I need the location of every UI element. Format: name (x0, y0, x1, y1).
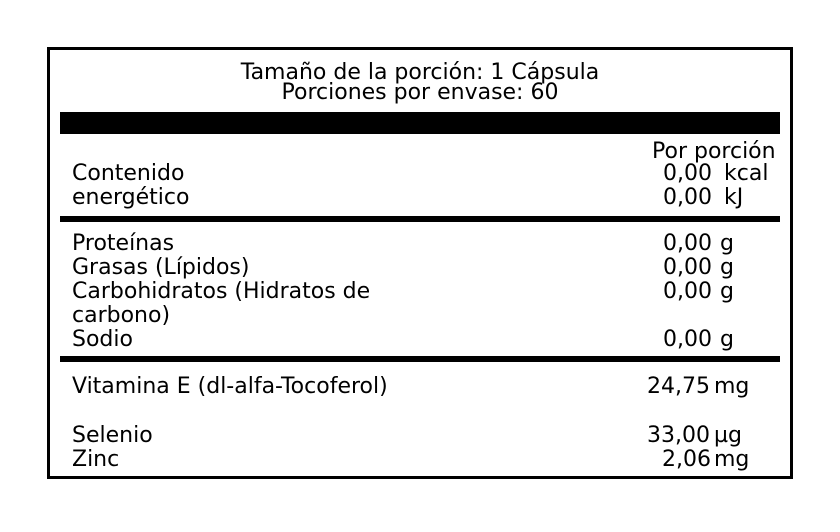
energy-kcal-value: 0,00 (663, 161, 712, 186)
micro-value: 2,06 (662, 447, 711, 472)
macro-value: 0,00 (663, 327, 712, 352)
energy-label-line1: Contenido (72, 161, 185, 186)
micro-unit: mg (714, 447, 750, 472)
micro-label: Zinc (72, 447, 120, 472)
macro-label: Sodio (72, 327, 133, 352)
per-serving-header: Por porción (652, 139, 776, 164)
micro-unit: µg (714, 423, 742, 448)
macro-unit: g (720, 231, 734, 256)
macro-label: Proteínas (72, 231, 175, 256)
micro-label: Selenio (72, 423, 153, 448)
energy-kj-unit: kJ (724, 185, 744, 210)
micro-value: 24,75 (647, 374, 710, 399)
micro-value: 33,00 (647, 423, 710, 448)
section-divider-1 (60, 216, 780, 222)
macro-label: Grasas (Lípidos) (72, 255, 250, 280)
macro-value: 0,00 (663, 255, 712, 280)
servings-per-container: Porciones por envase: 60 (281, 80, 559, 105)
micro-label: Vitamina E (dl-alfa-Tocoferol) (72, 374, 388, 399)
macro-label: Carbohidratos (Hidratos de (72, 279, 371, 304)
macro-unit: g (720, 255, 734, 280)
header-bar (60, 112, 780, 134)
macro-unit: g (720, 327, 734, 352)
macro-unit: g (720, 279, 734, 304)
macro-value: 0,00 (663, 231, 712, 256)
section-divider-2 (60, 356, 780, 362)
energy-kj-value: 0,00 (663, 185, 712, 210)
macro-value: 0,00 (663, 279, 712, 304)
macro-label-continued: carbono) (72, 303, 171, 328)
nutrition-facts-panel (47, 47, 793, 479)
energy-kcal-unit: kcal (724, 161, 769, 186)
energy-label-line2: energético (72, 185, 190, 210)
micro-unit: mg (714, 374, 750, 399)
serving-size: Tamaño de la porción: 1 Cápsula (240, 60, 600, 85)
